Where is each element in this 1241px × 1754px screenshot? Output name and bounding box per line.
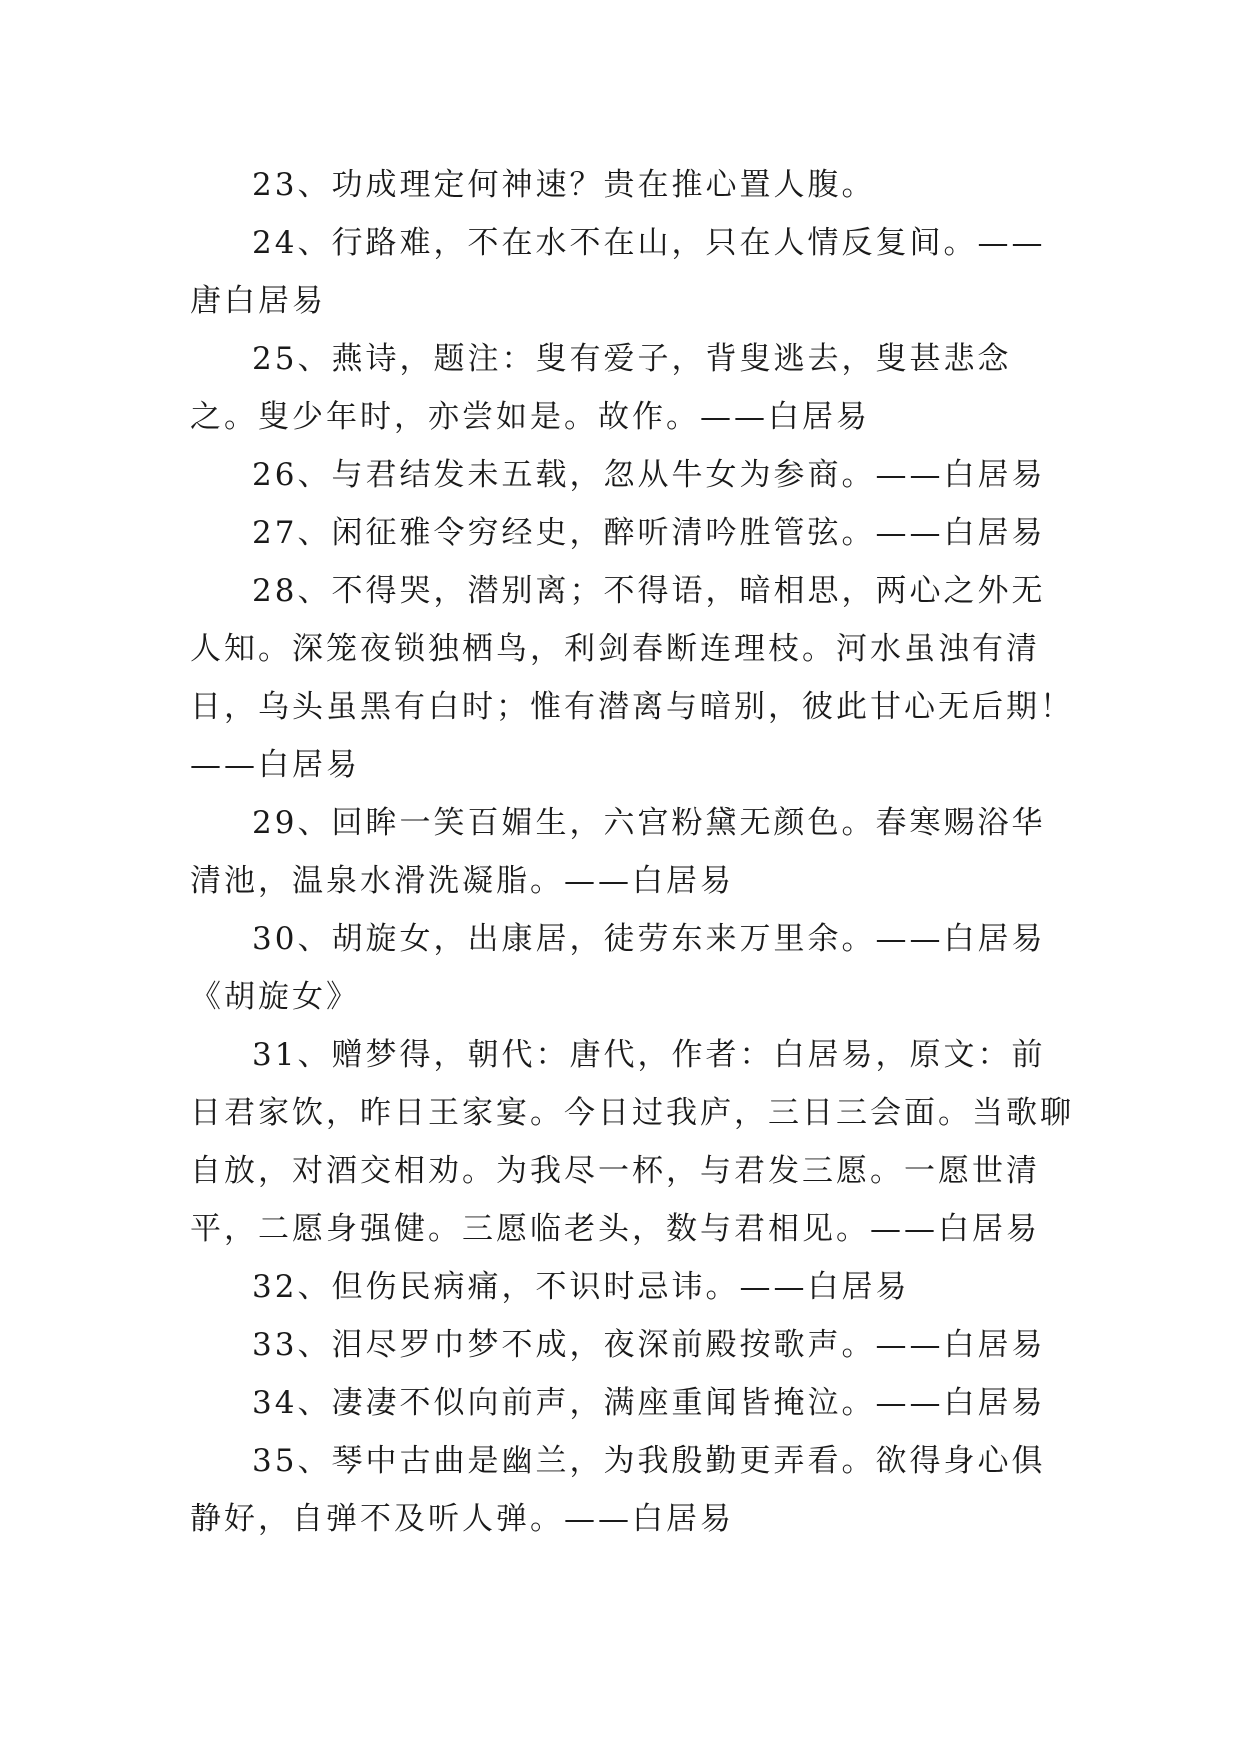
quote-paragraph-27: 27、闲征雅令穷经史，醉听清吟胜管弦。——白居易 <box>252 515 1046 551</box>
quote-paragraph-30: 30、胡旋女，出康居，徒劳东来万里余。——白居易《胡旋女》 <box>190 921 1046 1015</box>
quote-paragraph-29: 29、回眸一笑百媚生，六宫粉黛无颜色。春寒赐浴华清池，温泉水滑洗凝脂。——白居易 <box>190 805 1046 899</box>
quote-paragraph-35: 35、琴中古曲是幽兰，为我殷勤更弄看。欲得身心俱静好，自弹不及听人弹。——白居易 <box>190 1443 1046 1537</box>
quote-paragraph-28: 28、不得哭，潜别离；不得语，暗相思，两心之外无人知。深笼夜锁独栖鸟，利剑春断连理枝。河水虽浊有清日，乌头虽黑有白时；惟有潜离与暗别，彼此甘心无后期！——白居易 <box>190 573 1074 783</box>
quote-paragraph-34: 34、凄凄不似向前声，满座重闻皆掩泣。——白居易 <box>252 1385 1046 1421</box>
quote-paragraph-33: 33、泪尽罗巾梦不成，夜深前殿按歌声。——白居易 <box>252 1327 1046 1363</box>
quote-paragraph-32: 32、但伤民病痛，不识时忌讳。——白居易 <box>252 1269 910 1305</box>
quote-paragraph-23: 23、功成理定何神速？贵在推心置人腹。 <box>252 167 876 203</box>
quote-paragraph-26: 26、与君结发未五载，忽从牛女为参商。——白居易 <box>252 457 1046 493</box>
document-body <box>190 156 1074 1548</box>
quote-paragraph-24: 24、行路难，不在水不在山，只在人情反复间。——唐白居易 <box>190 225 1046 319</box>
quote-paragraph-25: 25、燕诗，题注：叟有爱子，背叟逃去，叟甚悲念之。叟少年时，亦尝如是。故作。——白居易 <box>190 341 1012 435</box>
quote-paragraph-31: 31、赠梦得，朝代：唐代，作者：白居易，原文：前日君家饮，昨日王家宴。今日过我庐，三日三会面。当歌聊自放，对酒交相劝。为我尽一杯，与君发三愿。一愿世清平，二愿身强健。三愿临老头，数与君相见。——白居易 <box>190 1037 1074 1247</box>
